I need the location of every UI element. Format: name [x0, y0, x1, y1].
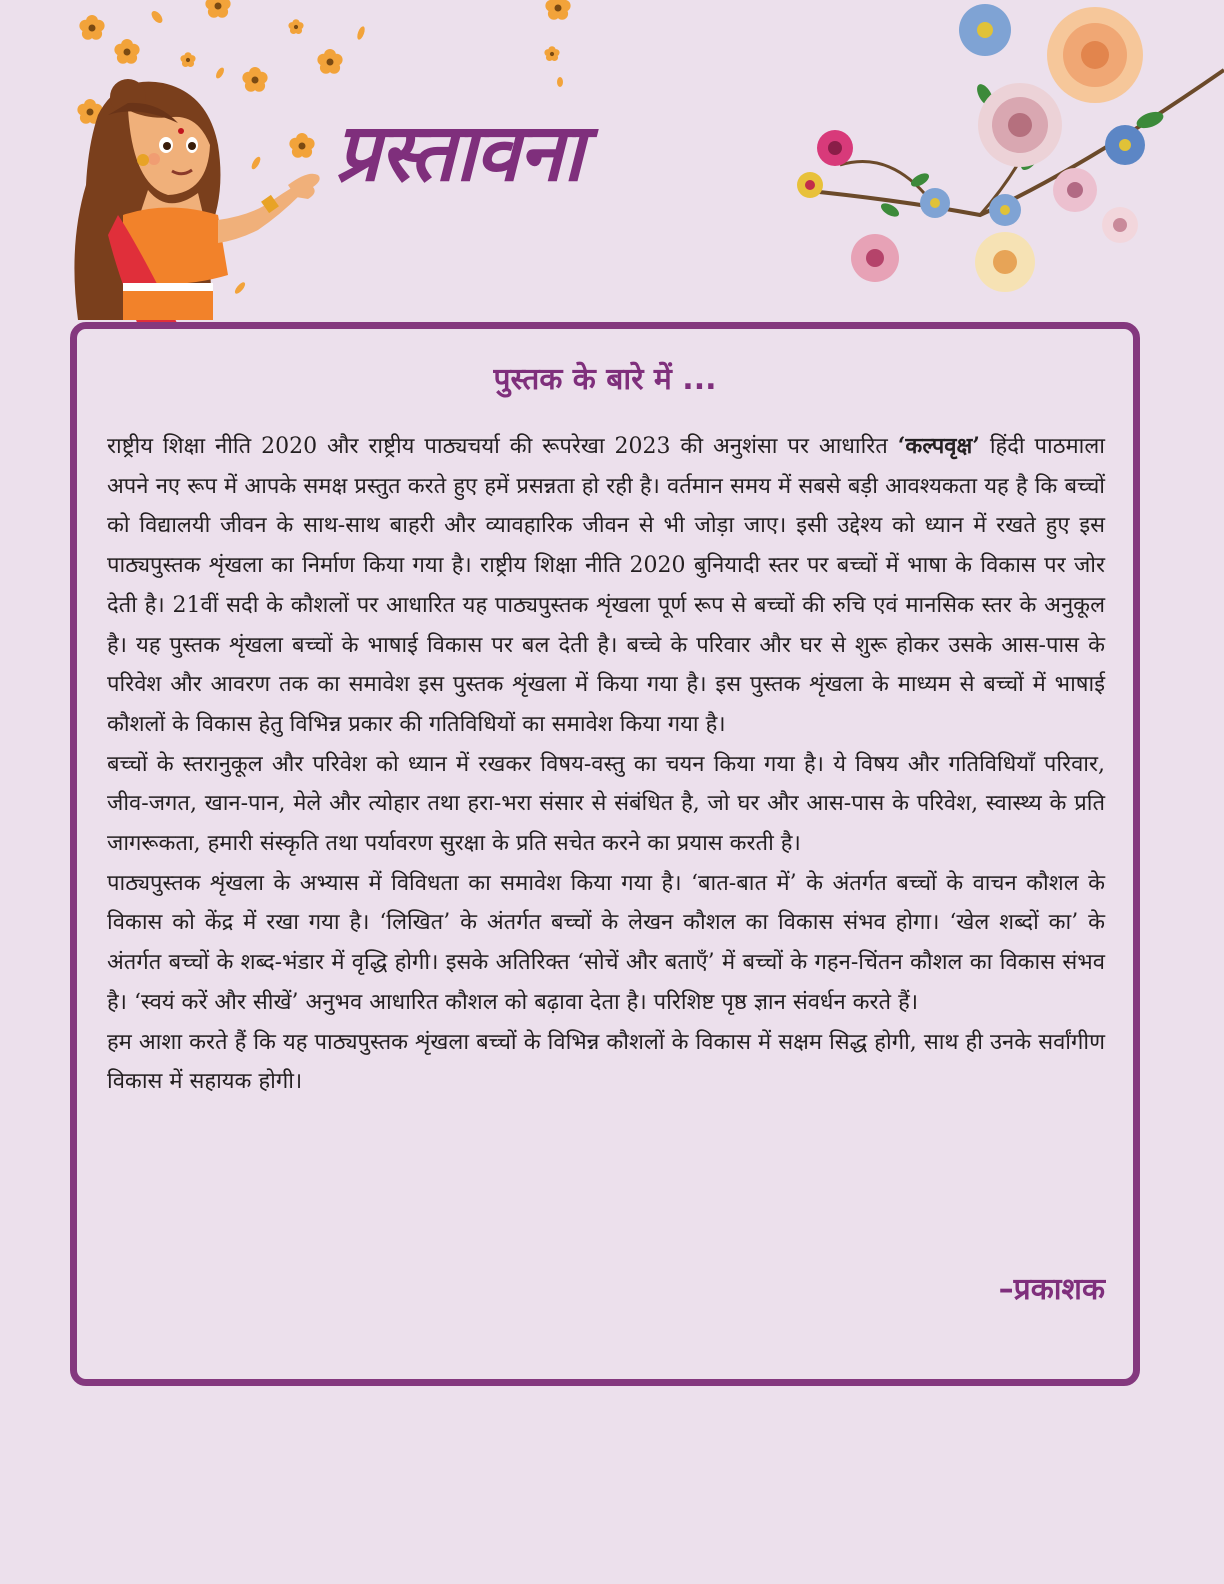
header	[0, 0, 1224, 330]
paragraph-conclusion: हम आशा करते हैं कि यह पाठ्यपुस्तक शृंखला बच्चों के विभिन्न कौशलों के विकास में सक्षम सिद्ध होगी, साथ ही उनके सर्वांगीण विकास में सहायक होगी।	[107, 1029, 1105, 1095]
book-name: ‘कल्पवृक्ष’	[897, 433, 980, 459]
content-box	[70, 322, 1140, 1386]
girl-illustration-icon	[68, 75, 338, 325]
page-title: प्रस्तावना	[335, 106, 583, 199]
publisher-signature: –प्रकाशक	[998, 1272, 1105, 1307]
section-heading: पुस्तक के बारे में ...	[493, 362, 717, 397]
paragraph-content-selection: बच्चों के स्तरानुकूल और परिवेश को ध्यान में रखकर विषय-वस्तु का चयन किया गया है। ये विषय और गतिविधियाँ परिवार, जीव-जगत, खान-पान, मेले और त्योहार तथा हरा-भरा संसार से संबंधित है, जो घर और आस-पास के परिवेश, स्वास्थ्य के प्रति जागरूकता, हमारी संस्कृति तथा पर्यावरण सुरक्षा के प्रति सचेत करने का प्रयास करती है।	[107, 751, 1105, 857]
paragraph-intro	[107, 427, 1105, 745]
body-text	[107, 427, 1105, 1102]
paragraph-exercises: पाठ्यपुस्तक शृंखला के अभ्यास में विविधता का समावेश किया गया है। ‘बात-बात में’ के अंतर्गत बच्चों के वाचन कौशल के विकास को केंद्र में रखा गया है। ‘लिखित’ के अंतर्गत बच्चों के लेखन कौशल का विकास संभव होगा। ‘खेल शब्दों का’ के अंतर्गत बच्चों के शब्द-भंडार में वृद्धि होगी। इसके अतिरिक्त ‘सोचें और बताएँ’ में बच्चों के गहन-चिंतन कौशल का विकास संभव है। ‘स्वयं करें और सीखें’ अनुभव आधारित कौशल को बढ़ावा देता है। परिशिष्ट पृष्ठ ज्ञान संवर्धन करते हैं।	[107, 870, 1105, 1015]
paragraph-intro-continued: हिंदी पाठमाला अपने नए रूप में आपके समक्ष प्रस्तुत करते हुए हमें प्रसन्नता हो रही है। वर्तमान समय में सबसे बड़ी आवश्यकता यह है कि बच्चों को विद्यालयी जीवन के साथ-साथ बाहरी और व्यावहारिक जीवन से भी जोड़ा जाए। इसी उद्देश्य को ध्यान में रखते हुए इस पाठ्यपुस्तक शृंखला का निर्माण किया गया है। राष्ट्रीय शिक्षा नीति 2020 बुनियादी स्तर पर बच्चों में भाषा के विकास पर जोर देती है। 21वीं सदी के कौशलों पर आधारित यह पाठ्यपुस्तक शृंखला पूर्ण रूप से बच्चों की रुचि एवं मानसिक स्तर के अनुकूल है। यह पुस्तक शृंखला बच्चों के भाषाई विकास पर बल देती है। बच्चे के परिवार और घर से शुरू होकर उसके आस-पास के परिवेश और आवरण तक का समावेश इस पुस्तक शृंखला में किया गया है। इस पुस्तक शृंखला के माध्यम से बच्चों में भाषाई कौशलों के विकास हेतु विभिन्न प्रकार की गतिविधियों का समावेश किया गया है।	[107, 434, 1105, 737]
paragraph-intro-text: राष्ट्रीय शिक्षा नीति 2020 और राष्ट्रीय पाठ्यचर्या की रूपरेखा 2023 की अनुशंसा पर आधारित	[107, 434, 898, 459]
floral-decoration-icon	[780, 0, 1224, 310]
